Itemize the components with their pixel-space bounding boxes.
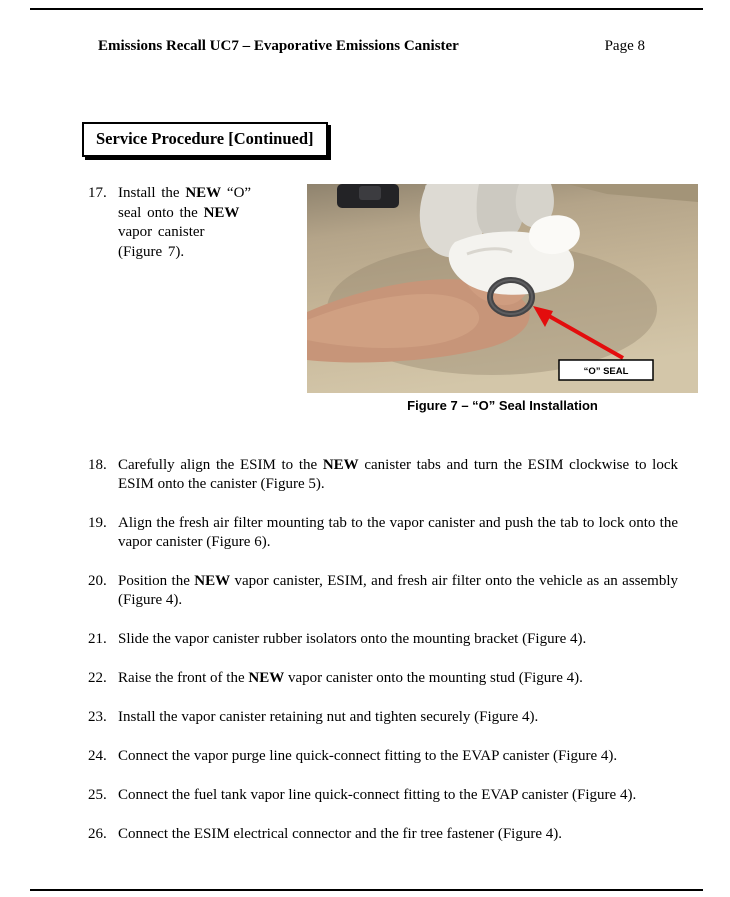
procedure-step [88, 825, 680, 844]
procedure-step [88, 786, 680, 805]
procedure-step [88, 747, 680, 766]
step-number: 19. [88, 515, 107, 531]
step-text: Connect the fuel tank vapor line quick-connect fitting to the EVAP canister (Figure 4). [118, 787, 637, 803]
figure-7 [307, 184, 698, 413]
figure-photo [307, 184, 698, 393]
step-number: 25. [88, 787, 107, 803]
step-number: 17. [88, 185, 107, 201]
step-text: Connect the ESIM electrical connector and the fir tree fastener (Figure 4). [118, 826, 562, 842]
procedure-steps [88, 456, 680, 864]
step-number: 26. [88, 826, 107, 842]
step-text: Align the fresh air filter mounting tab to the vapor canister and push the tab to lock onto the vapor canister (Figure 6). [118, 515, 678, 550]
step-number: 24. [88, 748, 107, 764]
step-text: Position the NEW vapor canister, ESIM, and fresh air filter onto the vehicle as an assembly (Figure 4). [118, 573, 678, 608]
step-text: Install the vapor canister retaining nut and tighten securely (Figure 4). [118, 709, 539, 725]
step-text: Slide the vapor canister rubber isolators onto the mounting bracket (Figure 4). [118, 631, 587, 647]
step-text: Raise the front of the NEW vapor canister onto the mounting stud (Figure 4). [118, 670, 583, 686]
step-number: 21. [88, 631, 107, 647]
step-text: Carefully align the ESIM to the NEW canister tabs and turn the ESIM clockwise to lock ESIM onto the canister (Figure 5). [118, 457, 679, 492]
procedure-step [88, 669, 680, 688]
procedure-step [88, 514, 680, 552]
procedure-step [88, 630, 680, 649]
procedure-step [88, 456, 680, 494]
figure-caption: Figure 7 – “O” Seal Installation [407, 398, 598, 413]
document-title: Emissions Recall UC7 – Evaporative Emissions Canister [98, 38, 459, 54]
step-number: 23. [88, 709, 107, 725]
section-title-box [82, 122, 328, 157]
step-number: 20. [88, 573, 107, 589]
step-text: Install the NEW “O” seal onto the NEW vapor canister (Figure 7). [118, 185, 252, 260]
step-number: 22. [88, 670, 107, 686]
document-header [98, 37, 645, 55]
bottom-rule [30, 889, 703, 891]
page-number: Page 8 [604, 38, 645, 54]
section-title: Service Procedure [Continued] [96, 129, 314, 148]
o-seal-callout [559, 360, 653, 380]
step-number: 18. [88, 457, 107, 473]
procedure-step [88, 572, 680, 610]
procedure-step [88, 708, 680, 727]
top-rule [30, 8, 703, 10]
step-text: Connect the vapor purge line quick-connect fitting to the EVAP canister (Figure 4). [118, 748, 618, 764]
procedure-step-17 [88, 184, 303, 262]
o-seal-label: “O” SEAL [583, 366, 629, 377]
